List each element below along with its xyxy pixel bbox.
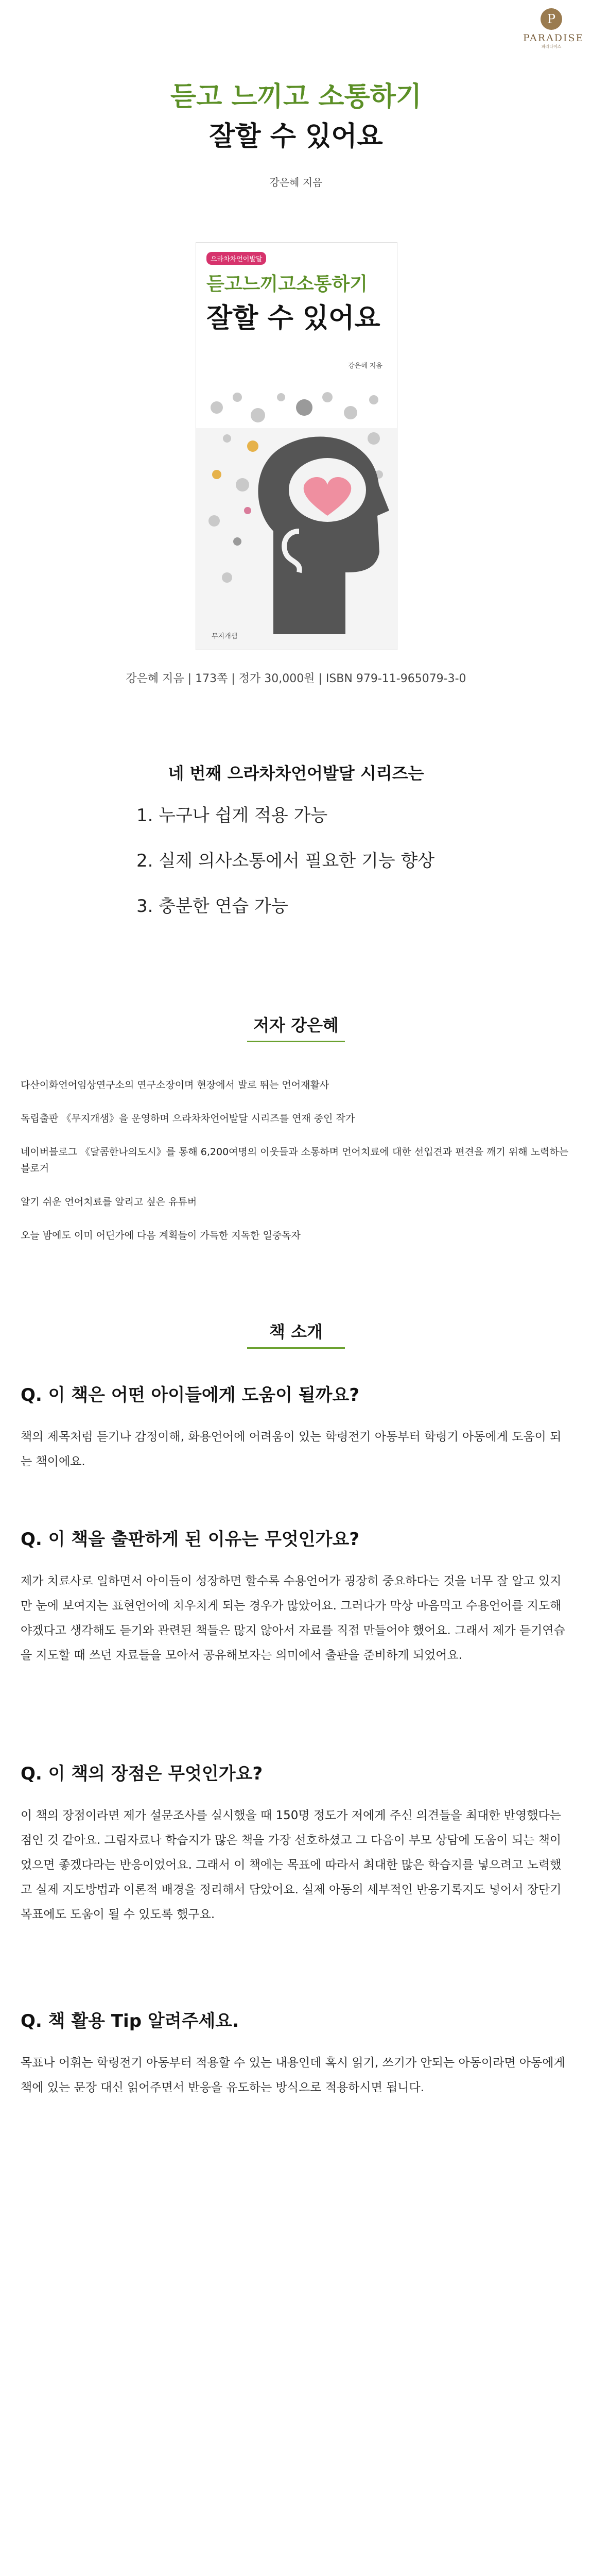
- series-list: [136, 801, 434, 937]
- book-meta: 강은혜 지음 | 173쪽 | 정가 30,000원 | ISBN 979-11-965079-3-0: [126, 672, 466, 685]
- series-item: 1. 누구나 쉽게 적용 가능: [136, 805, 328, 826]
- cover-author: 강은혜 지음: [348, 362, 382, 370]
- author-bio-list: [21, 1077, 571, 1261]
- cover-publisher: 무지개샘: [212, 633, 238, 640]
- series-heading: 네 번째 으라차차언어발달 시리즈는: [168, 764, 424, 783]
- book-cover: [196, 242, 397, 650]
- book-author: 강은혜 지음: [269, 176, 323, 189]
- bio-item: 알기 쉬운 언어치료를 알리고 싶은 유튜버: [21, 1196, 197, 1208]
- series-item: 3. 충분한 연습 가능: [136, 896, 288, 917]
- faq-question: Q. 이 책의 장점은 무엇인가요?: [21, 1764, 263, 1784]
- bio-item: 다산이화언어임상연구소의 연구소장이며 현장에서 발로 뛰는 언어재활사: [21, 1079, 329, 1091]
- intro-title-underline: [247, 1347, 345, 1349]
- bio-item: 오늘 밤에도 이미 어딘가에 다음 계획들이 가득한 지독한 일중독자: [21, 1230, 301, 1241]
- cover-title-line1: 듣고느끼고소통하기: [206, 274, 368, 295]
- logo-symbol: P: [547, 12, 556, 26]
- book-title-line2: 잘할 수 있어요: [209, 121, 383, 152]
- paradise-logo[interactable]: [523, 8, 584, 49]
- logo-mark-icon: [541, 8, 562, 30]
- faq-question: Q. 책 활용 Tip 알려주세요.: [21, 2011, 239, 2031]
- author-section-title: 저자 강은혜: [253, 1015, 339, 1035]
- bio-item: 네이버블로그 《달콤한나의도시》를 통해 6,200여명의 이웃들과 소통하며 언어치료에 대한 선입견과 편견을 깨기 위해 노력하는 블로거: [21, 1146, 569, 1174]
- faq-answer: 목표나 어휘는 학령전기 아동부터 적용할 수 있는 내용인데 혹시 읽기, 쓰기가 안되는 아동이라면 아동에게 책에 있는 문장 대신 읽어주면서 반응을 유도하는 방식으로 적용하시면 됩니다.: [21, 2056, 565, 2094]
- faq-question: Q. 이 책을 출판하게 된 이유는 무엇인가요?: [21, 1529, 360, 1550]
- intro-section-title: 책 소개: [269, 1322, 323, 1342]
- logo-wordmark: PARADISE: [523, 32, 584, 44]
- faq-answer: 책의 제목처럼 듣기나 감정이해, 화용언어에 어려움이 있는 학령전기 아동부터 학령기 아동에게 도움이 되는 책이에요.: [21, 1430, 562, 1468]
- cover-title-line2: 잘할 수 있어요: [206, 303, 380, 334]
- logo-subtext: 파라다이스: [541, 44, 562, 49]
- cover-series-badge: 으라차차언어발달: [206, 252, 266, 265]
- faq-question: Q. 이 책은 어떤 아이들에게 도움이 될까요?: [21, 1385, 360, 1405]
- book-title-line1: 듣고 느끼고 소통하기: [170, 81, 422, 112]
- faq-answer: 이 책의 장점이라면 제가 설문조사를 실시했을 때 150명 정도가 저에게 주신 의견들을 최대한 반영했다는 점인 것 같아요. 그림자료나 학습지가 많은 책을 가장 선호하셨고 그 다음이 부모 상담에 도움이 되는 책이었으면 좋겠다라는 반응이었어요. 그래서 이 책에는 목표에 따라서 최대한 많은 학습지를 넣으려고 노력했고 실제 지도방법과 이론적 배경을 정리해서 담았어요. 실제 아동의 세부적인 반응기록지도 넣어서 장단기 목표에도 도움이 될 수 있도록 했구요.: [21, 1809, 562, 1921]
- series-item: 2. 실제 의사소통에서 필요한 기능 향상: [136, 851, 435, 871]
- bio-item: 독립출판 《무지개샘》을 운영하며 으라차차언어발달 시리즈를 연재 중인 작가: [21, 1113, 355, 1124]
- author-title-underline: [247, 1041, 345, 1042]
- faq-answer: 제가 치료사로 일하면서 아이들이 성장하면 할수록 수용언어가 굉장히 중요하다는 것을 너무 잘 알고 있지만 눈에 보여지는 표현언어에 치우치게 되는 경우가 많았어요. 그러다가 막상 마음먹고 수용언어를 지도해야겠다고 생각해도 듣기와 관련된 책들은 많지 않아서 자료를 직접 만들어야 했어요. 그래서 제가 듣기연습을 지도할 때 쓰던 자료들을 모아서 공유해보자는 의미에서 출판을 준비하게 되었어요.: [21, 1574, 565, 1662]
